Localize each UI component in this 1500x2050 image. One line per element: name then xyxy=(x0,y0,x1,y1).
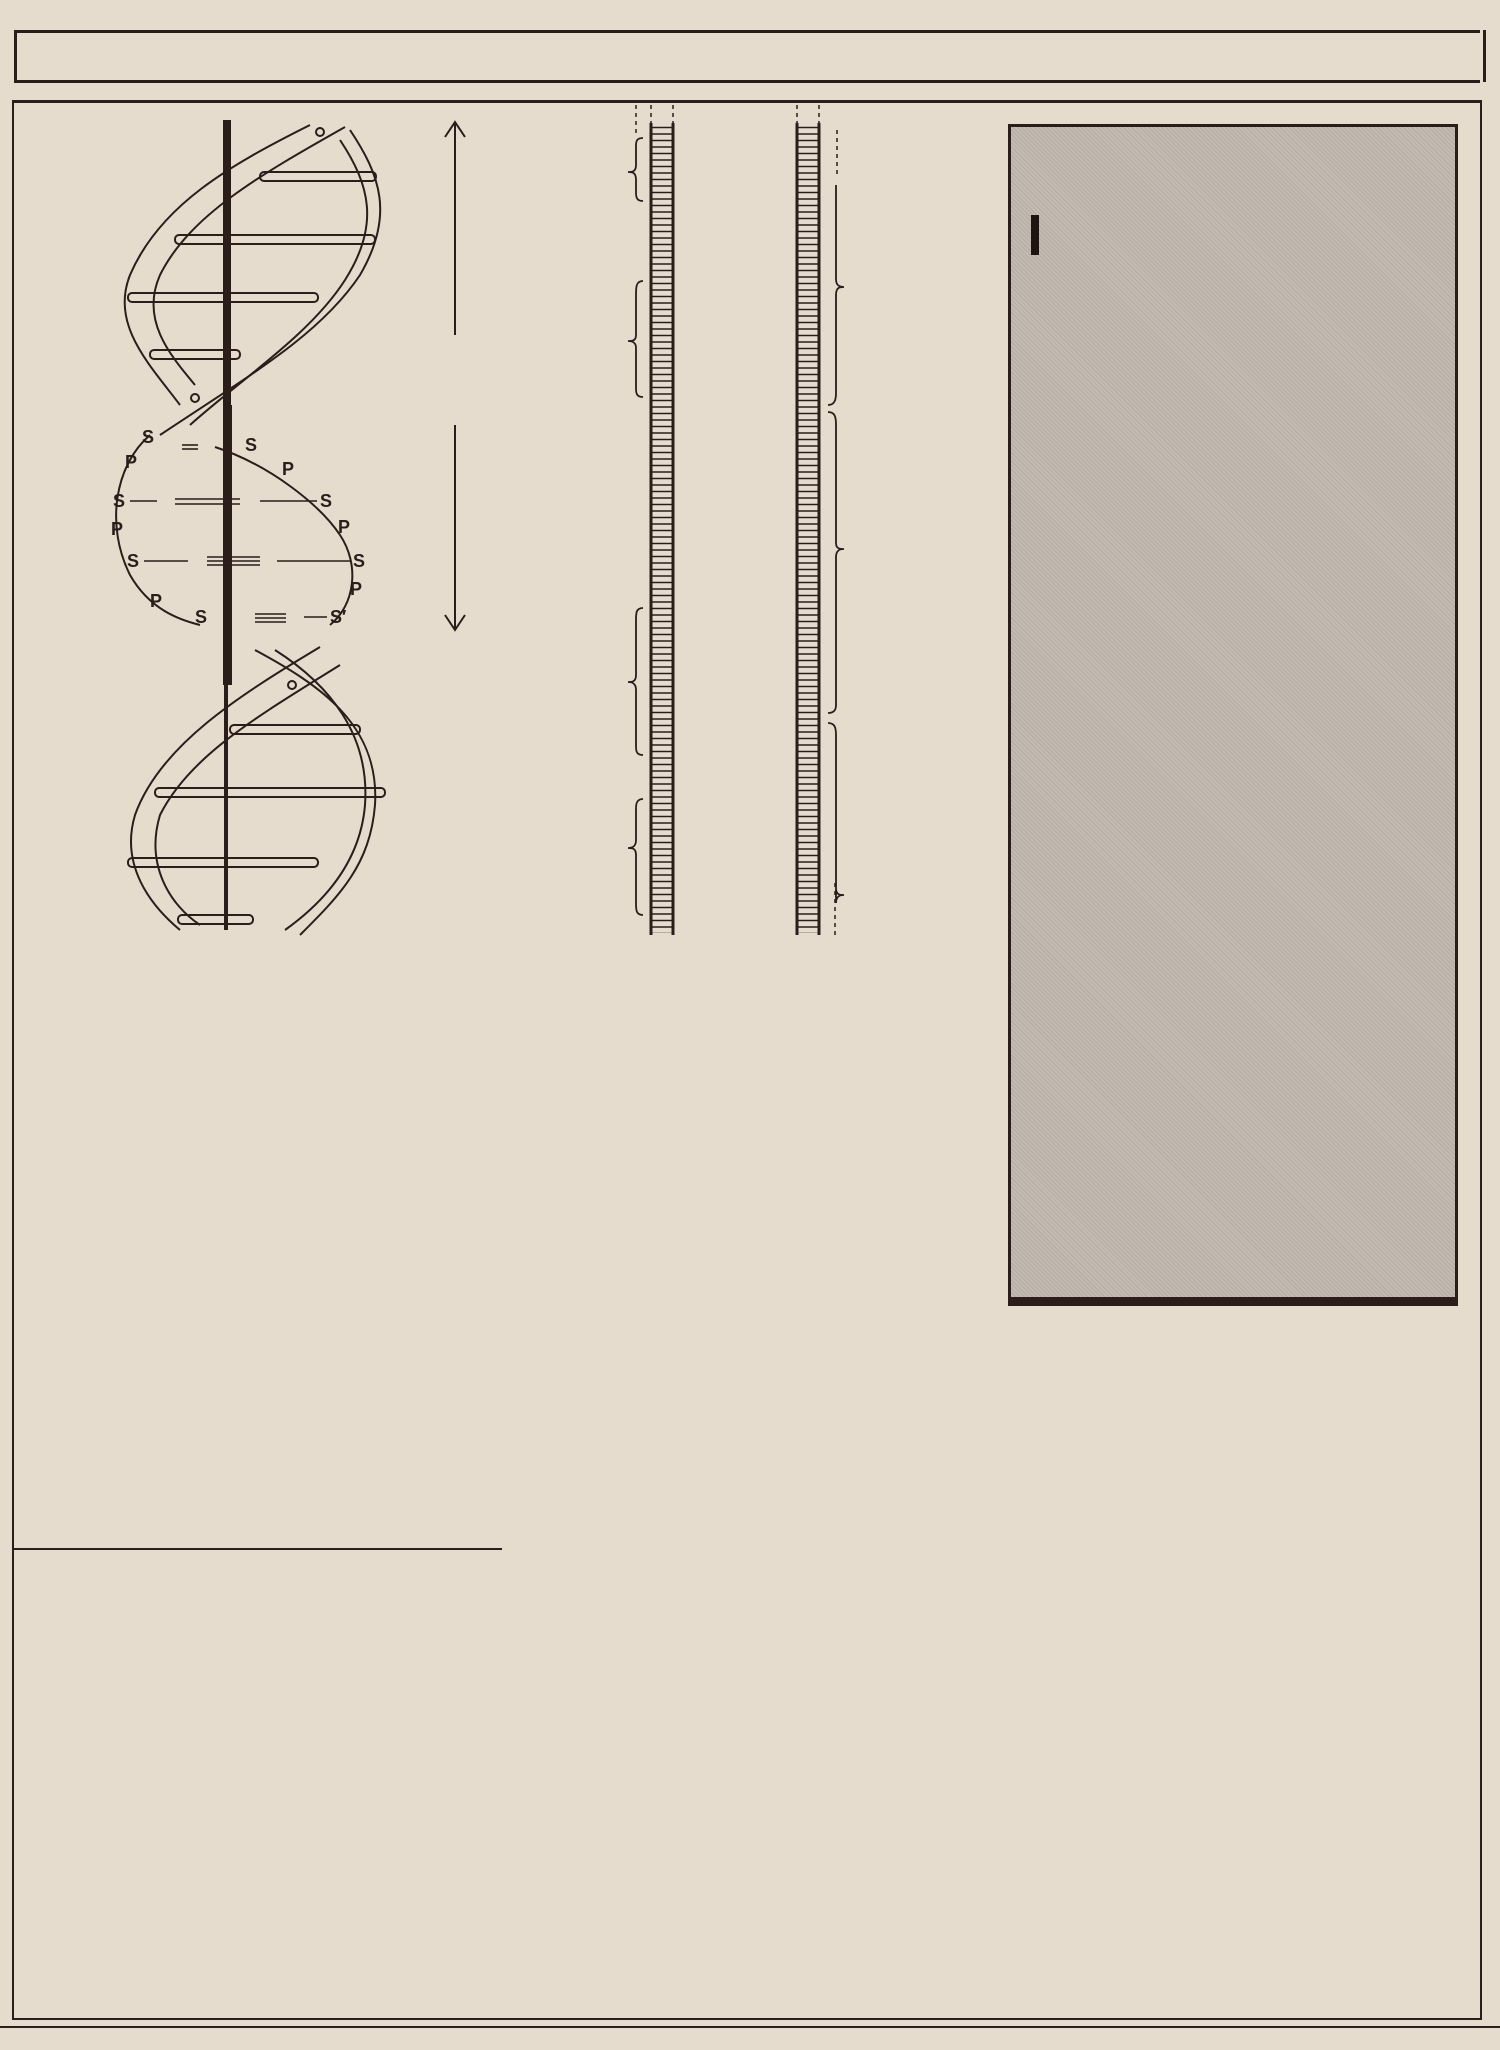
helix-strand-upper-front-inner xyxy=(153,127,345,385)
rung xyxy=(155,788,385,797)
phosphate-label: P xyxy=(350,579,363,599)
sugar-label: S xyxy=(113,491,126,511)
phosphate-label: P xyxy=(282,459,295,479)
helix-axis-thin xyxy=(224,685,228,930)
helix-strand-upper-front xyxy=(125,125,310,405)
drop-cap-i xyxy=(1031,215,1039,255)
sugar-label: S xyxy=(195,607,208,627)
sugar-label: S xyxy=(142,427,155,447)
rung xyxy=(230,725,360,734)
sugar-label: S xyxy=(353,551,366,571)
phosphate-label: P xyxy=(150,591,163,611)
sugar-label: S′ xyxy=(330,607,347,627)
brace-myoglobin xyxy=(828,412,844,713)
brace-gene-d xyxy=(628,138,643,201)
rung xyxy=(175,235,375,244)
column-rule-bottom xyxy=(0,2026,1500,2028)
brace-highly-variable-1 xyxy=(828,185,844,405)
helix-strand-upper-back-inner xyxy=(190,140,367,425)
brace-gene-c xyxy=(628,281,643,397)
perpendicular-pair-hole xyxy=(288,681,296,689)
brace-gene-b xyxy=(628,608,643,755)
phosphate-label: P xyxy=(338,517,351,537)
sugar-label: S xyxy=(127,551,140,571)
helix-strand-lower-back xyxy=(255,650,375,935)
brace-highly-variable-2 xyxy=(828,723,844,903)
header-frame xyxy=(14,30,1486,82)
sugar-label: S xyxy=(245,435,258,455)
column-rule-top-left xyxy=(12,1548,502,1550)
helix-strand-upper-back xyxy=(160,130,380,435)
dna-probes-box xyxy=(1008,124,1458,1306)
helix-axis xyxy=(223,120,231,405)
figure-3-strand xyxy=(797,105,837,935)
figure-1-double-helix xyxy=(20,105,500,945)
figure-2-3-strands xyxy=(500,105,1000,940)
figure-2-strand xyxy=(636,105,673,935)
phosphate-label: P xyxy=(125,452,138,472)
sugar-label: S xyxy=(320,491,333,511)
brace-gene-a xyxy=(628,799,643,915)
header-bottom-rule xyxy=(14,80,1480,83)
hybridized-sequence xyxy=(1011,447,1455,457)
perpendicular-pair-hole xyxy=(316,128,324,136)
probes-intro xyxy=(1031,213,1437,253)
helix-axis xyxy=(223,405,232,685)
helix-strand-lower-front-inner xyxy=(156,665,340,925)
phosphate-label: P xyxy=(111,519,124,539)
perpendicular-pair-hole xyxy=(191,394,199,402)
